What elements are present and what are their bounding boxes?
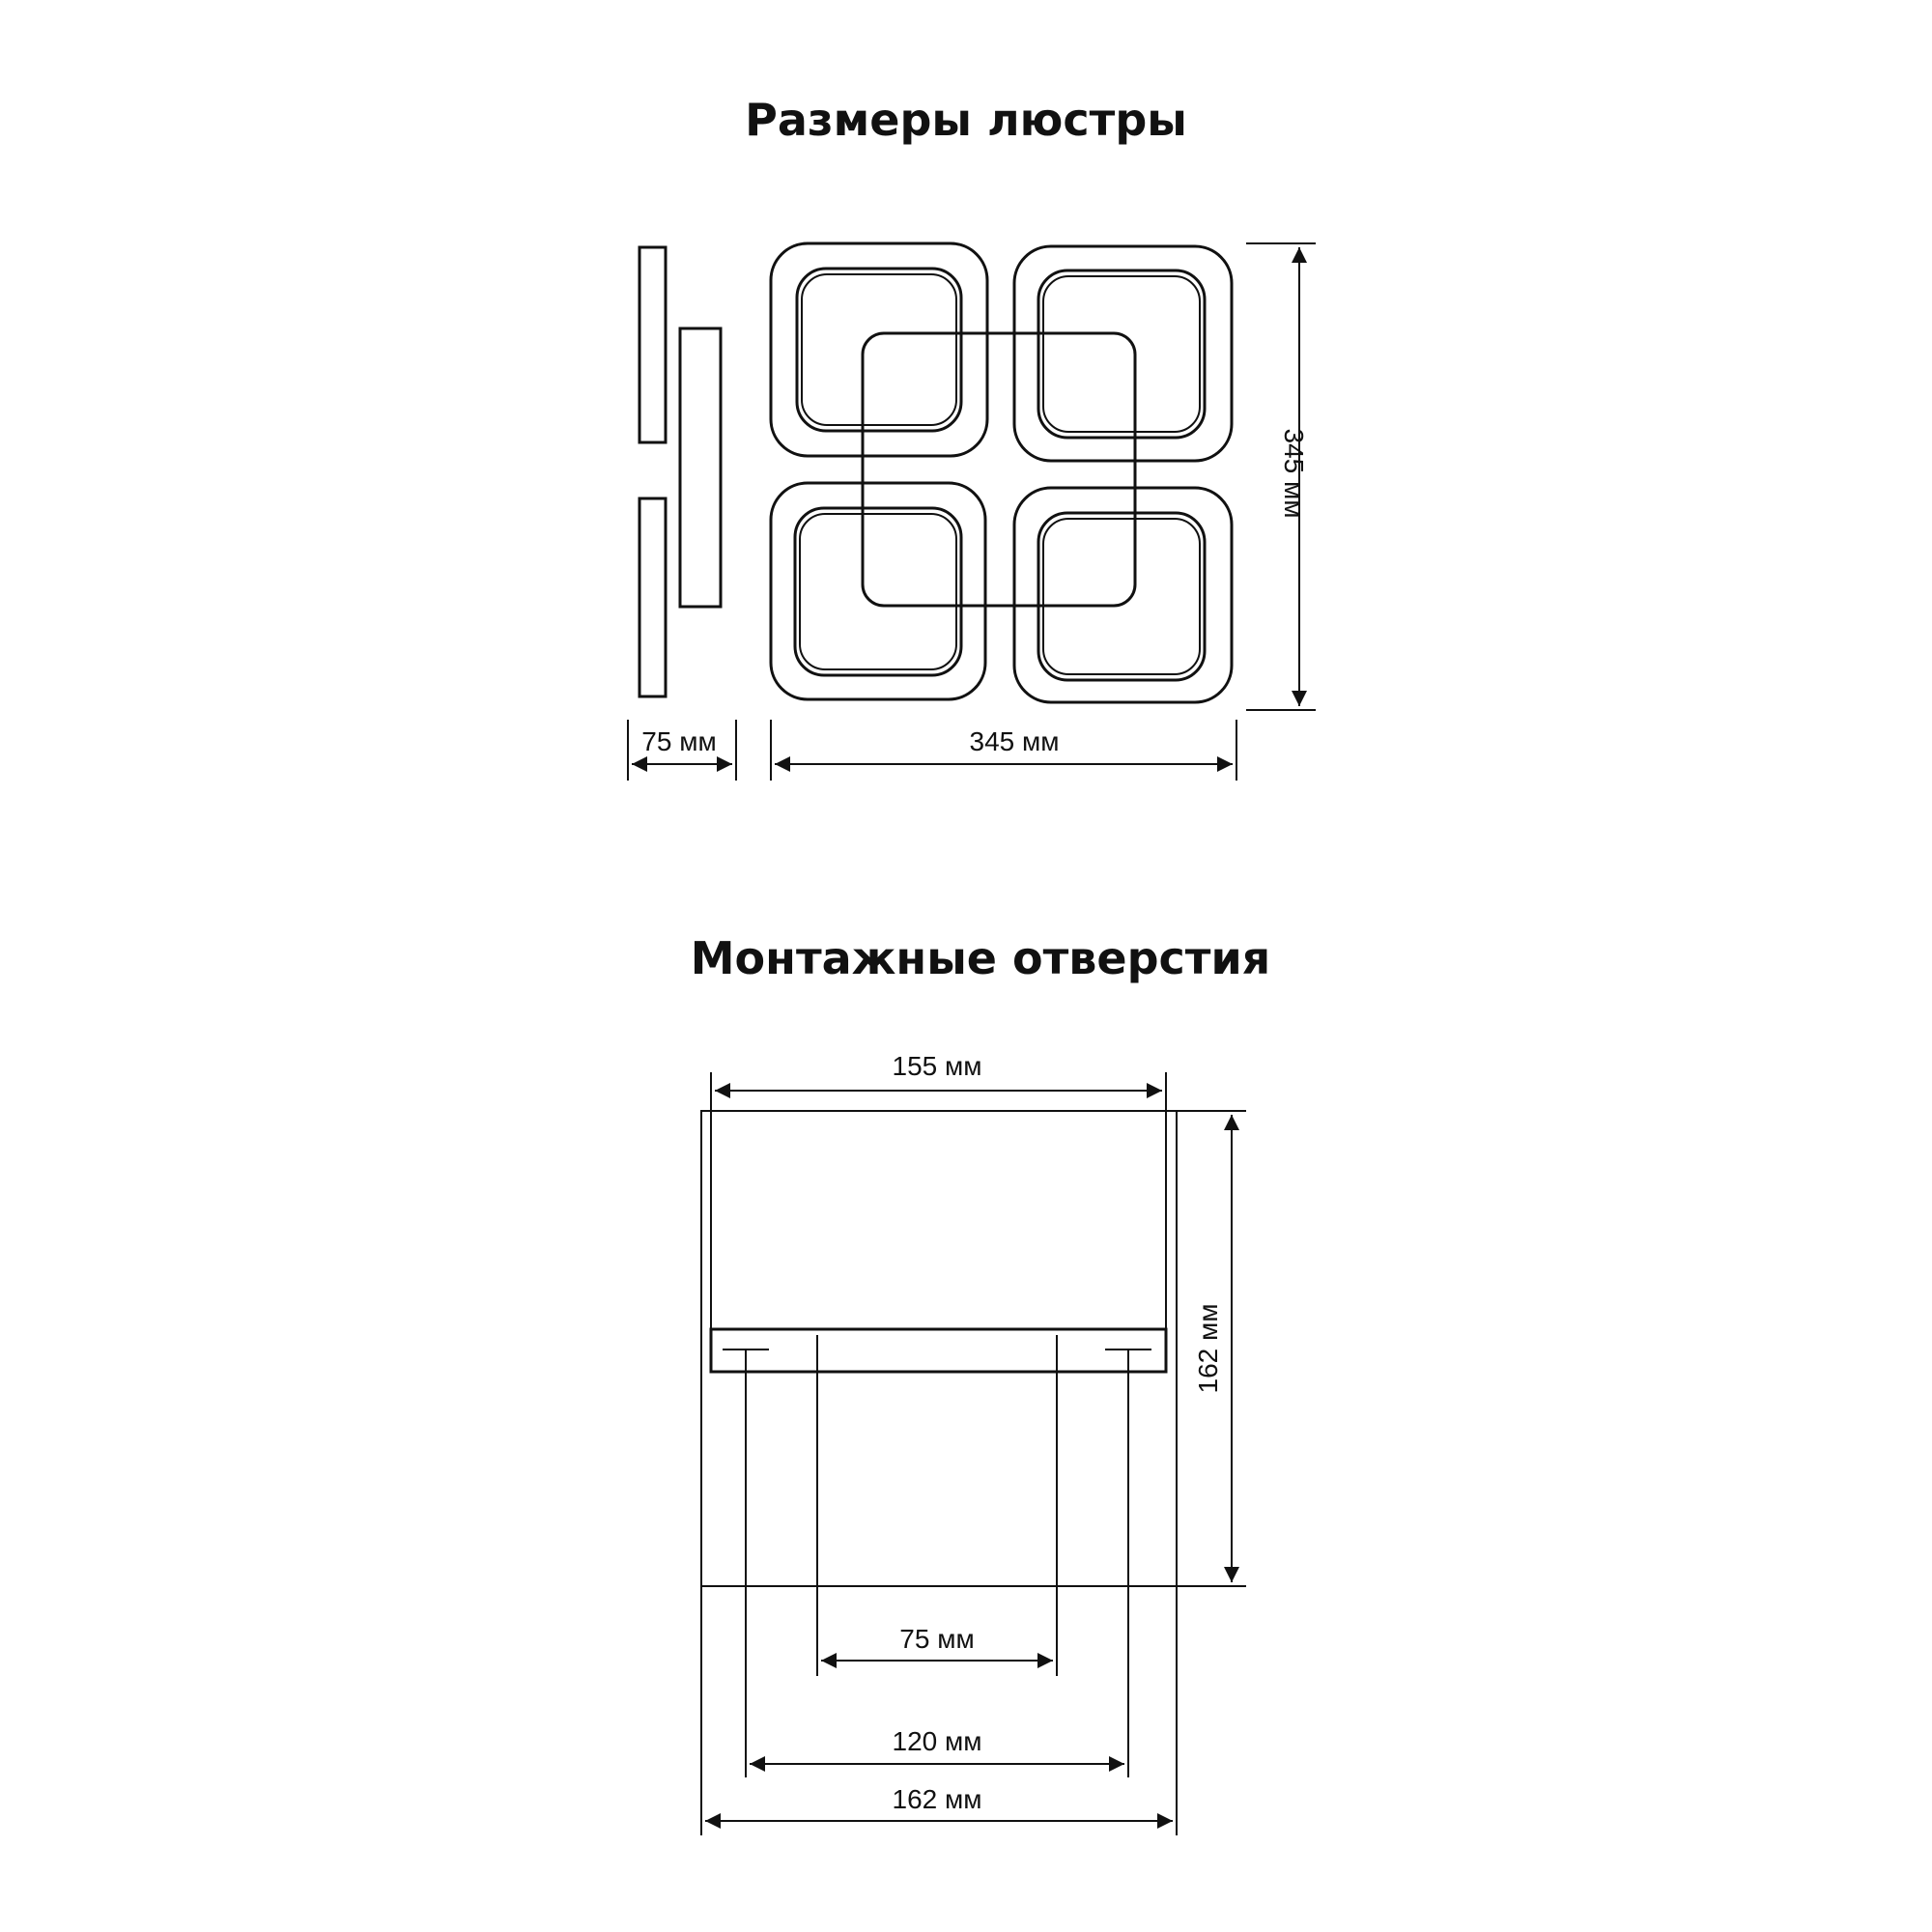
mounting-inner-holes-label: 75 мм (899, 1624, 975, 1654)
mounting-bottom-width-label: 162 мм (892, 1784, 982, 1814)
chandelier-top-view (771, 243, 1232, 702)
chandelier-height-label: 345 мм (1279, 428, 1309, 519)
chandelier-width-dimension (771, 720, 1236, 781)
mounting-title: Монтажные отверстия (690, 932, 1271, 984)
chandelier-title: Размеры люстры (745, 94, 1187, 146)
side-bar-center (680, 328, 721, 607)
side-bar-bottom (639, 498, 666, 696)
module-bottom-right (1014, 488, 1232, 702)
mounting-bottom-width-dimension (705, 1784, 1173, 1821)
module-top-left (771, 243, 987, 456)
mounting-outer-holes-dimension (750, 1726, 1124, 1764)
chandelier-side-view (639, 247, 721, 696)
mounting-top-width-dimension (711, 1051, 1166, 1111)
connector-frame (863, 333, 1135, 606)
chandelier-depth-dimension (628, 720, 736, 781)
mounting-inner-holes-dimension (821, 1624, 1053, 1661)
mounting-outer-holes-label: 120 мм (892, 1726, 982, 1756)
mounting-bar (711, 1329, 1166, 1372)
chandelier-height-dimension (1246, 243, 1316, 710)
mounting-height-label: 162 мм (1193, 1303, 1223, 1394)
mounting-height-dimension (1177, 1111, 1246, 1586)
chandelier-width-label: 345 мм (969, 726, 1060, 756)
chandelier-depth-label: 75 мм (641, 726, 717, 756)
side-bar-top (639, 247, 666, 442)
module-bottom-left (771, 483, 985, 699)
mounting-top-width-label: 155 мм (892, 1051, 982, 1081)
module-top-right (1014, 246, 1232, 461)
mounting-inner-frame (711, 1111, 1166, 1372)
